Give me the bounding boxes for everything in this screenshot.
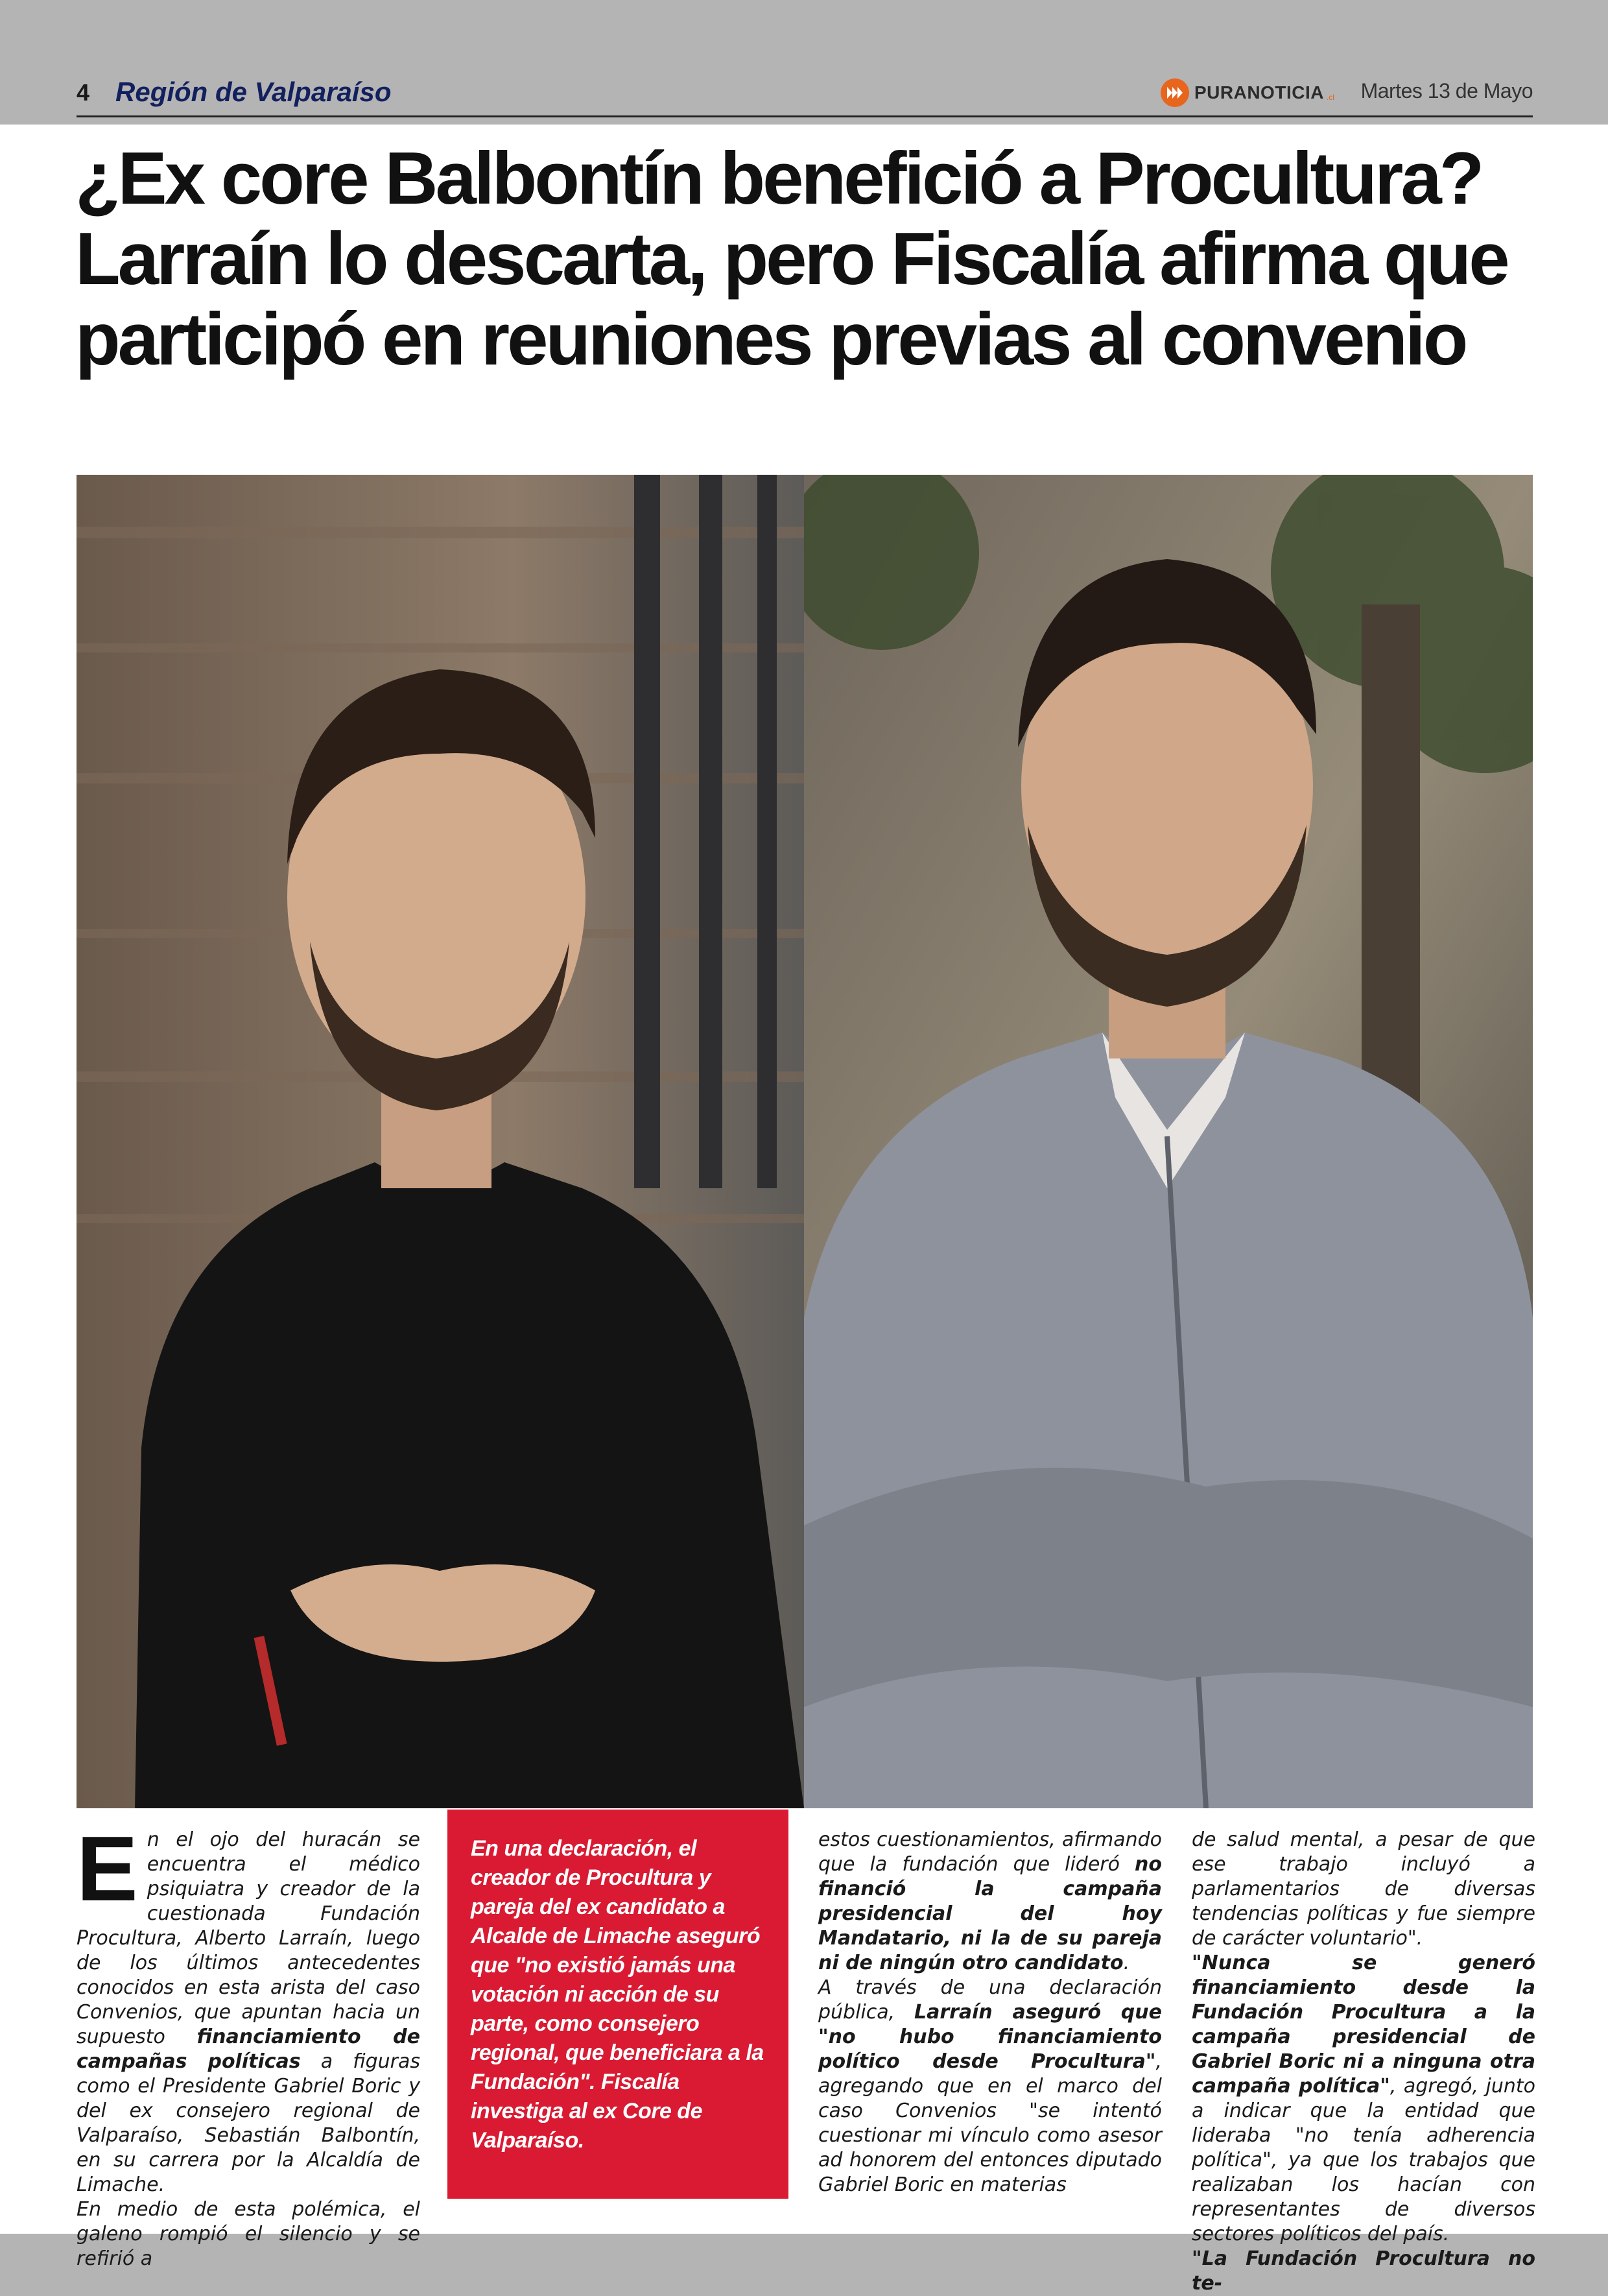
body-bold-text: Larraín aseguró que "no hubo financiamiento político desde Procultura"	[818, 2001, 1162, 2073]
body-bold-text: "Nunca se generó financiamiento desde la Fundación Procultura a la campaña presidencial de Gabriel Boric ni a ninguna otra campaña política"	[1192, 1952, 1535, 2098]
brand-name: PURANOTICIA	[1194, 82, 1324, 102]
brand-suffix: .cl	[1326, 93, 1334, 102]
paragraph: de salud mental, a pesar de que ese trabajo incluyó a parlamentarios de diversas tendencias políticas y fue siempre de carácter voluntario".	[1192, 1828, 1535, 1950]
callout-text: En una declaración, el creador de Procultura y pareja del ex candidato a Alcalde de Limache aseguró que "no existió jamás una votación ni acción de su parte, como consejero regional, que beneficiara a la Fundación". Fiscalía investiga al ex Core de Valparaíso.	[471, 1836, 764, 2153]
drop-cap: E	[77, 1817, 138, 1920]
paragraph	[1192, 2247, 1535, 2296]
paragraph	[818, 1828, 1162, 1976]
body-text: a figuras como el Presidente Gabriel Boric y del ex consejero regional de Valparaíso, Sebastián Balbontín, en su carrera por la Alcaldía de Limache.	[77, 2050, 420, 2196]
man-black-tshirt-portrait	[77, 475, 804, 1808]
brand-logo	[1161, 77, 1334, 109]
body-bold-text: financiamiento de campañas políticas	[77, 2026, 420, 2073]
page-header	[77, 70, 1533, 117]
page-number: 4	[77, 79, 90, 106]
body-text: n el ojo del huracán se encuentra el médico psiquiatra y creador de la cuestionada Fundación Procultura, Alberto Larraín, luego de los últimos antecedentes conocidos en esta arista del caso Convenios, que apuntan hacia un supuesto	[77, 1828, 420, 2048]
play-chevrons-icon	[1161, 78, 1189, 107]
body-column-4	[1192, 1828, 1535, 2296]
headline: ¿Ex core Balbontín benefició a Procultura? Larraín lo descarta, pero Fiscalía afirma que participó en reuniones previas al convenio	[75, 138, 1508, 381]
paragraph	[1192, 1951, 1535, 2247]
body-text: A través de una declaración pública,	[818, 1976, 1162, 2024]
paragraph	[77, 1817, 420, 2197]
body-text: estos cuestionamientos, afirmando que la fundación que lideró	[818, 1828, 1162, 1876]
man-gray-sweater-arms-crossed-portrait	[804, 475, 1533, 1808]
highlight-callout	[447, 1810, 788, 2199]
body-text: , agregando que en el marco del caso Convenios "se intentó cuestionar mi vínculo como asesor ad honorem del entonces diputado Gabriel Boric en materias	[818, 2050, 1162, 2196]
body-column-3	[818, 1828, 1162, 2197]
body-column-1	[77, 1817, 420, 2271]
body-bold-text: no financió la campaña presidencial del hoy Mandatario, ni la de su pareja ni de ningún otro candidato	[818, 1853, 1162, 1974]
body-text: , agregó, junto a indicar que la entidad que lideraba "no tenía adherencia política", ya que los trabajos que realizaban los hacían con representantes de diversos sectores políticos del país.	[1192, 2075, 1535, 2245]
issue-date: Martes 13 de Mayo	[1360, 79, 1533, 102]
paragraph: En medio de esta polémica, el galeno rompió el silencio y se refirió a	[77, 2198, 420, 2270]
paragraph	[818, 1976, 1162, 2197]
body-bold-text: "La Fundación Procultura no te-	[1192, 2247, 1535, 2295]
section-title: Región de Valparaíso	[115, 77, 392, 107]
body-text: .	[1123, 1952, 1130, 1974]
